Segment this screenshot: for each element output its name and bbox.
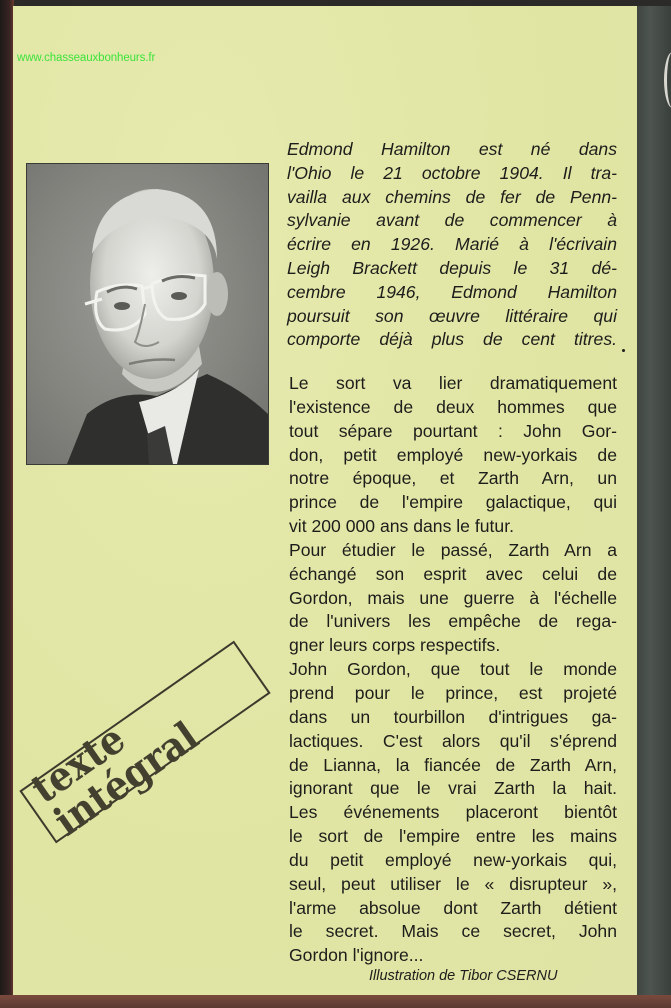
synopsis-line: le secret. Mais ce secret, John: [289, 921, 617, 942]
synopsis-line: Gordon l'ignore...: [289, 945, 424, 966]
author-portrait-icon: [27, 164, 268, 464]
synopsis-line: le sort de l'empire entre les mains: [289, 826, 617, 847]
bio-line: Leigh Brackett depuis le 31 dé-: [287, 257, 617, 278]
stamp-label: texte intégral: [22, 712, 207, 846]
synopsis-line: lactiques. C'est alors qu'il s'éprend: [289, 730, 617, 751]
synopsis-line: vit 200 000 ans dans le futur.: [289, 516, 514, 537]
synopsis-line: l'arme absolue dont Zarth détient: [289, 897, 617, 918]
synopsis-line: du petit employé new-yorkais qui,: [289, 849, 617, 870]
synopsis-line: gner leurs corps respectifs.: [289, 635, 501, 656]
synopsis-line: Gordon, mais une guerre à l'échelle: [289, 587, 617, 608]
synopsis-line: échangé son esprit avec celui de: [289, 563, 617, 584]
synopsis-line: de Lianna, la fiancée de Zarth Arn,: [289, 754, 617, 775]
synopsis-line: prend pour le prince, est projeté: [289, 682, 617, 703]
author-biography: [287, 138, 617, 352]
illustration-credit: Illustration de Tibor CSERNU: [369, 968, 558, 984]
print-dot: [622, 349, 625, 352]
synopsis-line: de l'univers les empêche de rega-: [289, 611, 617, 632]
bio-line: sylvanie avant de commencer à: [287, 210, 617, 231]
watermark-link[interactable]: www.chasseauxbonheurs.fr: [17, 52, 156, 64]
bio-line: l'Ohio le 21 octobre 1904. Il tra-: [287, 162, 617, 183]
synopsis-line: seul, peut utiliser le « disrupteur »,: [289, 873, 617, 894]
bio-line: Edmond Hamilton est né dans: [287, 139, 617, 159]
bio-line: écrire en 1926. Marié à l'écrivain: [287, 234, 617, 255]
bio-line: vailla aux chemins de fer de Penn-: [287, 186, 617, 207]
synopsis-line: l'existence de deux hommes que: [289, 396, 617, 417]
author-photo: [26, 163, 269, 465]
synopsis-line: Le sort va lier dramatiquement: [289, 373, 617, 393]
synopsis-line: tout sépare pourtant : John Gor-: [289, 420, 617, 441]
book-bottom-edge: [0, 995, 671, 1008]
bio-line: comporte déjà plus de cent titres.: [287, 329, 617, 350]
bio-line: poursuit son œuvre littéraire qui: [287, 305, 617, 326]
synopsis-line: prince de l'empire galactique, qui: [289, 492, 617, 513]
synopsis-line: Les événements placeront bientôt: [289, 802, 617, 823]
synopsis-line: notre époque, et Zarth Arn, un: [289, 468, 617, 489]
synopsis-line: dans un tourbillon d'intrigues ga-: [289, 706, 617, 727]
book-left-edge: [0, 0, 14, 1008]
synopsis-line: Pour étudier le passé, Zarth Arn a: [289, 539, 617, 560]
bio-line: cembre 1946, Edmond Hamilton: [287, 281, 617, 302]
book-synopsis: [289, 372, 617, 968]
synopsis-line: ignorant que le vrai Zarth la hait.: [289, 778, 617, 799]
synopsis-line: don, petit employé new-yorkais de: [289, 444, 617, 465]
book-spine: [636, 6, 671, 1008]
synopsis-line: John Gordon, que tout le monde: [289, 659, 617, 680]
